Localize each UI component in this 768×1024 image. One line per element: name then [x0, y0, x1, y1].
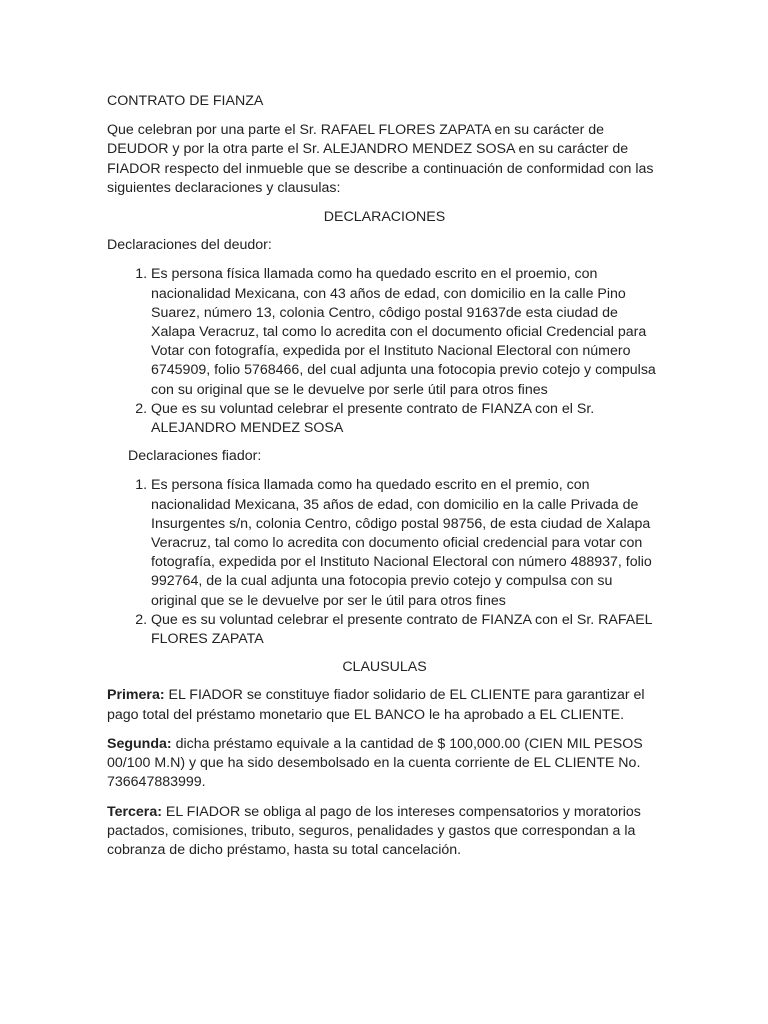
declaraciones-heading: DECLARACIONES: [323, 209, 446, 226]
list-item: 2. Que es su voluntad celebrar el presente contrato de FIANZA con el Sr. RAFAEL FLORES ZAPATA: [151, 611, 662, 649]
clause-label: Tercera:: [107, 803, 162, 820]
fiador-list: [107, 476, 662, 649]
list-item: 1. Es persona física llamada como ha quedado escrito en el premio, con nacionalidad Mexicana, 35 años de edad, con domicilio en la calle Privada de Insurgentes s/n, colonia Centro, côdigo postal 98756, de esta ciudad de Xalapa Veracruz, tal como lo acredita con documento oficial credencial para votar con fotografía, expedida por el Instituto Nacional Electoral con número 488937, folio 992764, de la cual adjunta una fotocopia previo cotejo y compulsa con su original que se le devuelve por ser le útil para otros fines: [151, 476, 662, 610]
clause-text: EL FIADOR se constituye fiador solidario de EL CLIENTE para garantizar el pago total del préstamo monetario que EL BANCO le ha aprobado a EL CLIENTE.: [107, 687, 645, 723]
list-item: 1. Es persona física llamada como ha quedado escrito en el proemio, con nacionalidad Mexicana, con 43 años de edad, con domicilio en la calle Pino Suarez, número 13, colonia Centro, côdigo postal 91637de esta ciudad de Xalapa Veracruz, tal como lo acredita con el documento oficial Credencial para Votar con fotografía, expedida por el Instituto Nacional Electoral con número 6745909, folio 5768466, del cual adjunta una fotocopia previo cotejo y compulsa con su original que se le devuelve por serle útil para otros fines: [151, 265, 662, 399]
clause-tercera: [107, 803, 662, 861]
fiador-heading: Declaraciones fiador:: [128, 448, 262, 465]
clausulas-heading: CLAUSULAS: [342, 659, 427, 676]
clause-label: Primera:: [107, 687, 165, 704]
intro-paragraph: Que celebran por una parte el Sr. RAFAEL FLORES ZAPATA en su carácter de DEUDOR y por la otra parte el Sr. ALEJANDRO MENDEZ SOSA en su carácter de FIADOR respecto del inmueble que se describe a continuación de conformidad con las siguientes declaraciones y clausulas:: [107, 122, 654, 196]
deudor-list: [107, 265, 662, 438]
clause-text: EL FIADOR se obliga al pago de los intereses compensatorios y moratorios pactados, comisiones, tributo, seguros, penalidades y gastos que correspondan a la cobranza de dicho préstamo, hasta su total cancelación.: [107, 803, 641, 858]
list-item: 2. Que es su voluntad celebrar el presente contrato de FIANZA con el Sr. ALEJANDRO MENDEZ SOSA: [151, 400, 662, 438]
clause-primera: [107, 686, 662, 724]
clause-text: dicha préstamo equivale a la cantidad de $ 100,000.00 (CIEN MIL PESOS 00/100 M.N) y que ha sido desembolsado en la cuenta corriente de EL CLIENTE No. 736647883999.: [107, 735, 643, 791]
clause-label: Segunda:: [107, 735, 172, 752]
deudor-heading: Declaraciones del deudor:: [107, 237, 272, 254]
document-title: CONTRATO DE FIANZA: [107, 93, 264, 109]
clause-segunda: [107, 735, 662, 793]
